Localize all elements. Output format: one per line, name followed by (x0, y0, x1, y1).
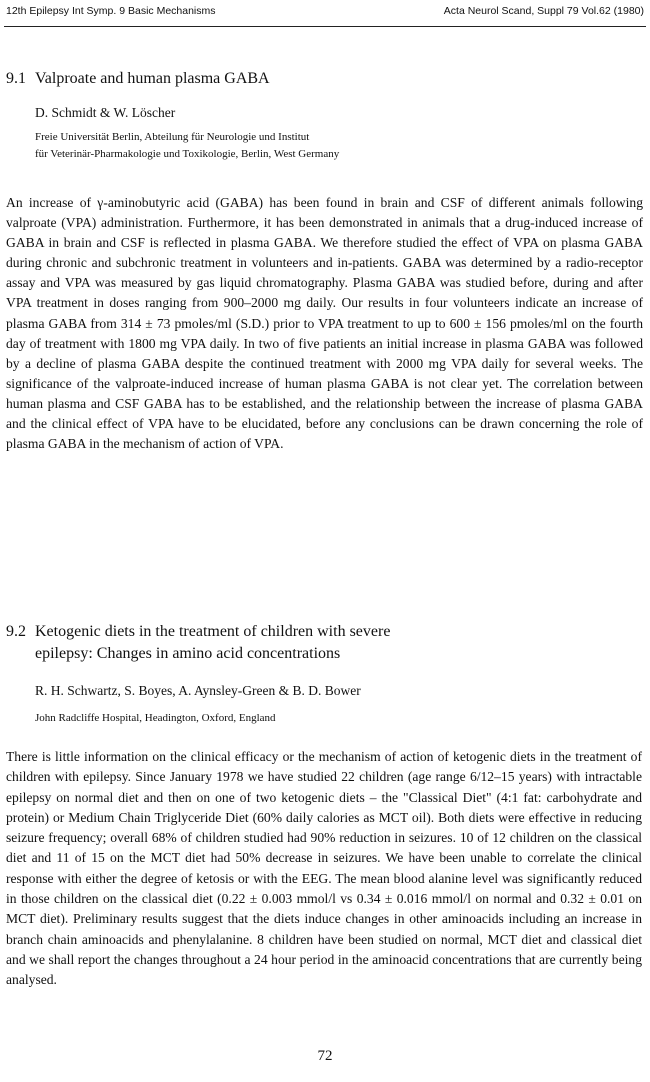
section-title-line: epilepsy: Changes in amino acid concentrations (35, 645, 341, 662)
section-title-line: Ketogenic diets in the treatment of children with severe (35, 623, 391, 640)
section-abstract: An increase of γ-aminobutyric acid (GABA) has been found in brain and CSF of different animals following valproate (VPA) administration. Furthermore, it has been demonstrated in animals that a drug-induced increase of GABA in brain and CSF is reflected in plasma GABA. We therefore studied the effect of VPA on plasma GABA during chronic and subchronic treatment in volunteers and in-patients. GABA was determined by a radio-receptor assay and VPA was measured by gas liquid chromatography. Plasma GABA was studied before, during and after VPA treatment in doses ranging from 900–2000 mg daily. Our results in four volunteers indicate an increase of plasma GABA from 314 ± 73 pmoles/ml (S.D.) prior to VPA treatment to up to 600 ± 156 pmoles/ml on the fourth day of treatment with 1800 mg VPA daily. In two of five patients an initial increase in plasma GABA was followed by a decline of plasma GABA despite the continued treatment with 2000 mg VPA daily for several weeks. The significance of the valproate-induced increase of human plasma GABA is not clear yet. The correlation between human plasma and CSF GABA has to be established, and the relationship between the increase of plasma GABA and the clinical effect of VPA have to be elucidated, before any conclusions can be drawn concerning the role of plasma GABA in the mechanism of action of VPA. (6, 195, 643, 452)
section-number: 9.2 (6, 623, 26, 640)
section-authors: D. Schmidt & W. Löscher (35, 105, 176, 120)
section-title (6, 68, 270, 90)
section-affiliation (35, 710, 276, 727)
section-abstract: There is little information on the clinical efficacy or the mechanism of action of ketogenic diets in the treatment of children with epilepsy. Since January 1978 we have studied 22 children (age range 6/12–15 years) with intractable epilepsy on normal diet and then on one of two ketogenic diets – the "Classical Diet" (4:1 fat: carbohydrate and protein) or Medium Chain Triglyceride Diet (60% daily calories as MCT oil). Both diets were effective in reducing seizure frequency; overall 68% of children studied had 90% reduction in seizures. 10 of 12 children on the classical diet and 11 of 15 on the MCT diet had 50% decrease in seizures. We have been unable to correlate the clinical response with either the degree of ketosis or with the EEG. The mean blood alanine level was significantly reduced in those children on the classical diet (0.22 ± 0.003 mmol/l vs 0.34 ± 0.016 mmol/l on normal and 0.32 ± 0.01 on MCT diet). Preliminary results suggest that the diets induce changes in other aminoacids including an increase in branch chain aminoacids and phenylalanine. 8 children have been studied on normal, MCT diet and classical diet and we shall report the changes throughout a 24 hour period in the aminoacid concentrations that are currently being analysed. (6, 749, 642, 988)
header-rule (4, 26, 646, 27)
section-title (6, 621, 390, 665)
affiliation-line: John Radcliffe Hospital, Headington, Oxford, England (35, 712, 276, 724)
section-affiliation (35, 129, 339, 163)
running-header (6, 3, 644, 19)
header-right: Acta Neurol Scand, Suppl 79 Vol.62 (1980) (443, 5, 644, 17)
section-number: 9.1 (6, 70, 26, 87)
section-authors: R. H. Schwartz, S. Boyes, A. Aynsley-Green & B. D. Bower (35, 683, 361, 698)
header-left: 12th Epilepsy Int Symp. 9 Basic Mechanisms (6, 5, 216, 17)
affiliation-line: Freie Universität Berlin, Abteilung für Neurologie und Institut (35, 131, 310, 143)
affiliation-line: für Veterinär-Pharmakologie und Toxikologie, Berlin, West Germany (35, 148, 340, 160)
section-title-line: Valproate and human plasma GABA (35, 70, 270, 87)
page-number: 72 (317, 1048, 333, 1064)
